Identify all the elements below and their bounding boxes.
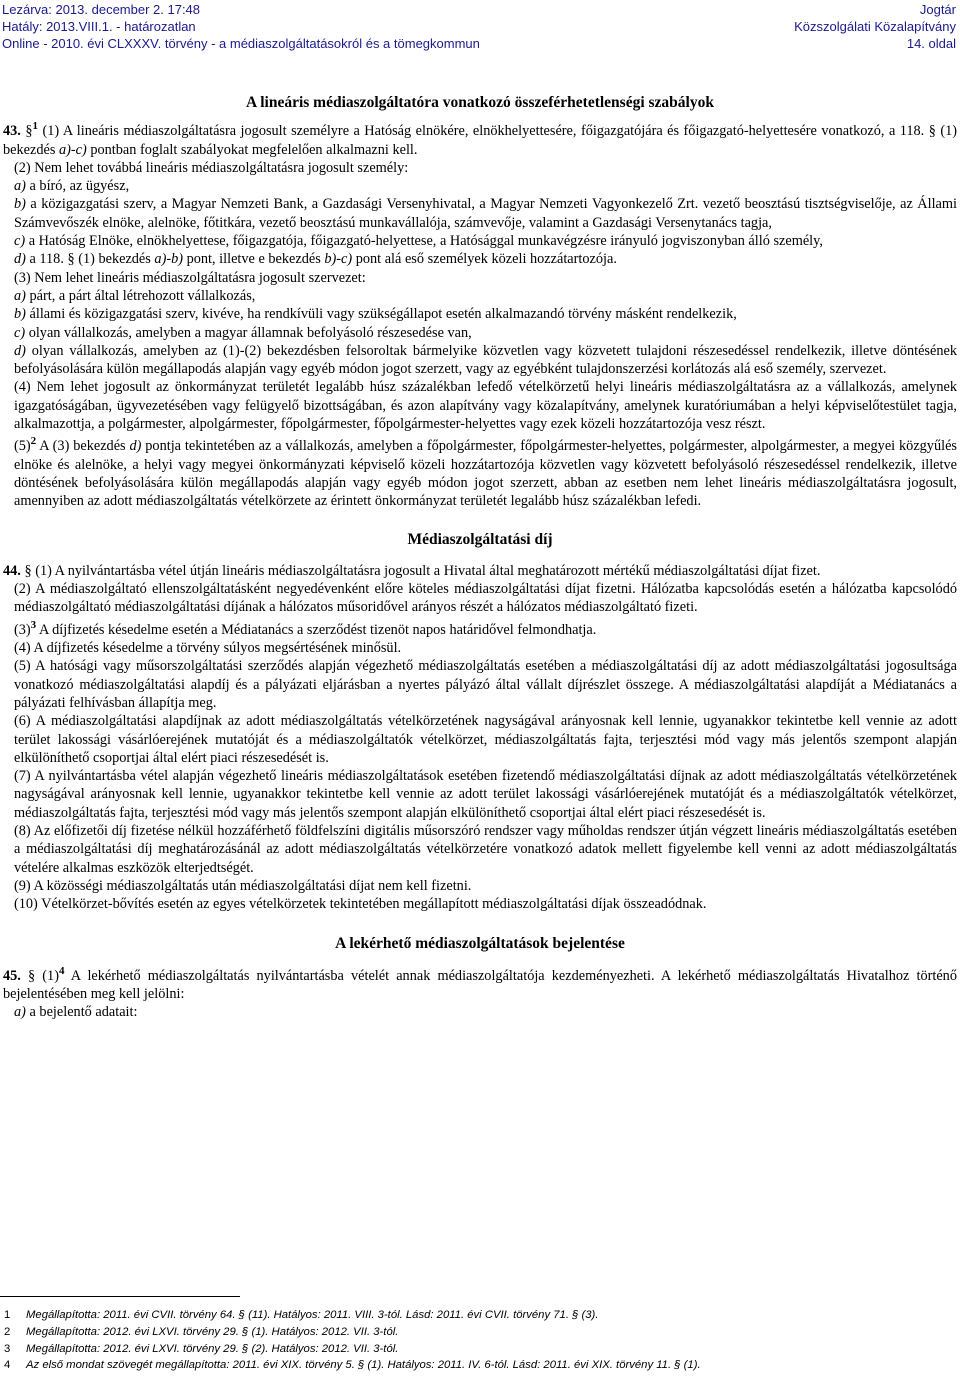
footnote-ref[interactable]: 1 (32, 120, 38, 133)
section-sign: § (28, 967, 36, 984)
item-text: a közigazgatási szerv, a Magyar Nemzeti Bank, a Gazdasági Versenyhivatal, a Magyar Nemzeti Vagyonkezelő Zrt. vezető beosztású tisztségviselője, az Állami Számvevőszék elnöke, alelnöke, főtitkára, vezető beosztású munkavállalója, számvevője, valamint a Gazdasági Versenytanács tagja, (14, 196, 958, 231)
header-right (794, 1, 956, 52)
footnote-item (0, 1357, 960, 1374)
page-number: 14. oldal (906, 36, 956, 51)
item-text: a 118. § (1) bekezdés (29, 251, 151, 268)
page-header (0, 0, 960, 56)
s44-para8: (8) Az előfizetői díj fizetése nélkül hozzáférhető földfelszíni digitális műsorszóró rendszer vagy műholdas rendszer útján végzett lineáris médiaszolgáltatás esetében a médiaszolgáltatási díj meghatározásánál az adott médiaszolgáltatás vételkörzetére vonatkozó adatok mellett figyelembe kell venni az adott médiaszolgáltatás vételére alkalmas eszközök elterjedtségét. (14, 822, 957, 876)
section-sign: § (25, 123, 33, 140)
footnote-item (0, 1307, 960, 1324)
item-letter: b) (14, 196, 26, 213)
source-name: Jogtár (919, 2, 956, 17)
s44-para1 (3, 562, 957, 580)
footnote-text: Megállapította: 2012. évi LXVI. törvény 29. § (2). Hatályos: 2012. VII. 3-tól. (26, 1342, 399, 1355)
footnote-text: Az első mondat szövegét megállapította: 2011. évi XIX. törvény 5. § (1). Hatályos: 2011. IV. 6-tól. Lásd: 2011. évi XIX. törvény 11. § (1). (26, 1359, 701, 1372)
paragraph-text: A (3) bekezdés (39, 438, 126, 455)
s44-para9: (9) A közösségi médiaszolgáltatás után médiaszolgáltatási díjat nem kell fizetni. (14, 877, 472, 894)
item-letter: a) (14, 287, 26, 304)
list-item (3, 287, 957, 305)
header-left (2, 1, 480, 52)
section-number: 45. (3, 967, 21, 984)
section-sign: § (24, 562, 32, 579)
section-heading-fee: Médiaszolgáltatási díj (407, 530, 553, 548)
s44-para7: (7) A nyilvántartásba vétel alapján végezhető lineáris médiaszolgáltatások esetében fizetendő médiaszolgáltatási díjnak az adott médiaszolgáltatás vételkörzetének nagyságával arányosnak kell lennie, ugyanakkor tekintetbe kell vennie az adott terület lakossági vásárlóerejének mutatóját és a médiaszolgáltatók vételkörzet, médiaszolgáltatás fajta, terjesztési mód vagy más jelentős szempont alapján elkülöníthető csoportjai által elért piaci részesedését is. (14, 768, 957, 821)
footnote-ref[interactable]: 2 (30, 435, 37, 448)
item-text: olyan vállalkozás, amelyben a magyar államnak befolyásoló részesedése van, (28, 324, 472, 341)
section-number: 43. (3, 123, 21, 140)
footnotes (0, 1296, 960, 1374)
paragraph-text: A lekérhető médiaszolgáltatás nyilvántartásba vételét annak médiaszolgáltatója kezdeményezheti. A lekérhető médiaszolgáltatás Hivatalhoz történő bejelentésében meg kell jelölni: (3, 967, 957, 1003)
paragraph-text: pontban foglalt szabályokat megfelelően alkalmazni kell. (90, 141, 418, 158)
item-letter: c) (14, 324, 26, 341)
item-letter: a) (14, 178, 26, 195)
footnote-number: 1 (4, 1309, 11, 1321)
list-item (3, 232, 957, 250)
para-number: (5) (14, 438, 31, 455)
footnote-ref[interactable]: 3 (30, 618, 37, 631)
italic-ref: b)-c) (324, 251, 353, 268)
list-item (3, 195, 957, 232)
s43-para4: (4) Nem lehet jogosult az önkormányzat területét legalább húsz százalékban lefedő vételkörzetű helyi lineáris médiaszolgáltatásra az a vállalkozás, amelynek igazgatóságában, ügyvezetésében vagy felügyelő bizottságában, és azon alapítvány vagy közalapítvány, amelynek kuratóriumában a helyi képviselőtestület tagja, alkalmazottja, a polgármester, alpolgármester, főpolgármester, főpolgármester-helyettes vagy ezek közeli hozzátartozója vesz részt. (14, 379, 957, 433)
paragraph-text: A díjfizetés késedelme esetén a Médiatanács a szerződést tizenöt napos határidővel felmondhatja. (38, 621, 597, 638)
item-text: pont, illetve e bekezdés (186, 251, 321, 268)
item-letter: c) (14, 233, 26, 250)
paragraph-text: (1) A nyilvántartásba vétel útján lineáris médiaszolgáltatásra jogosult a Hivatal által meghatározott mértékű médiaszolgáltatási díjat fizet. (35, 562, 821, 579)
s44-para6: (6) A médiaszolgáltatási alapdíjnak az adott médiaszolgáltatás vételkörzetének nagyságával arányosnak kell lennie, ugyanakkor tekintetbe kell vennie az adott terület lakossági vásárlóerejének mutatóját és a médiaszolgáltatók vételkörzet, médiaszolgáltatás fajta, terjesztési mód vagy más jelentős szempont alapján elkülöníthető csoportjai által elért piaci részesedését is. (14, 713, 957, 766)
item-text: állami és közigazgatási szerv, kivéve, ha rendkívüli vagy szükségállapot esetén alkalmazandó törvény másként rendelkezik, (29, 306, 737, 323)
item-text: a bíró, az ügyész, (29, 178, 130, 195)
document-body (3, 94, 957, 1022)
list-item (3, 177, 957, 195)
list-item (3, 305, 957, 323)
s45-para1 (3, 967, 957, 1004)
footnote-divider (0, 1296, 240, 1297)
s44-para10: (10) Vételkörzet-bővítés esetén az egyes vételkörzetek tekintetében megállapított médiaszolgáltatási díjak összeadódnak. (14, 896, 707, 913)
item-text: pont alá eső személyek közeli hozzátartozója. (355, 251, 617, 268)
s43-para3-intro: (3) Nem lehet lineáris médiaszolgáltatásra jogosult szervezet: (14, 269, 366, 286)
italic-ref: a)-c) (58, 141, 87, 158)
paragraph-text: pontja tekintetében az a vállalkozás, amelyben a főpolgármester, főpolgármester-helyettes, polgármester, alpolgármester, a megyei közgyűlés elnöke és alelnöke, a helyi vagy megyei önkormányzati képviselő közeli hozzátartozója közvetlen vagy közvetett befolyásoló részesedéssel rendelkezik, illetve döntésének befolyásolására külön megállapodás alapján vagy egyéb módon jogot szerzett, abban az esetben nem lehet lineáris médiaszolgáltatásra jogosult, amennyiben az adott médiaszolgáltatás vételkörzete az érintett önkormányzat területét legalább húsz százalékban lefedi. (14, 438, 957, 510)
section-number: 44. (3, 562, 21, 579)
italic-ref: d) (129, 438, 142, 455)
section-heading-compatibility: A lineáris médiaszolgáltatóra vonatkozó összeférhetetlenségi szabályok (246, 94, 714, 111)
s43-para5 (3, 437, 957, 510)
item-text: a Hatóság Elnöke, elnökhelyettese, főigazgatója, főigazgató-helyettese, a Hatósággal munkavégzésre irányuló jogviszonyban álló személy, (28, 233, 823, 250)
effective-date: Hatály: 2013.VIII.1. - határozatlan (2, 19, 196, 34)
s44-para5: (5) A hatósági vagy műsorszolgáltatási szerződés alapján végezhető médiaszolgáltatás esetében a médiaszolgáltatási díj az adott médiaszolgáltatási jogosultsága vonatkozó médiaszolgáltatási alapdíj és a pályázati eljárásban a nyertes pályázó által vállalt díjrészlet összege. A médiaszolgáltatási alapdíját a Médiatanács a pályázati felhívásban állapítja meg. (14, 658, 957, 711)
list-item (3, 324, 957, 342)
item-letter: d) (14, 342, 26, 359)
item-letter: a) (14, 1004, 26, 1021)
list-item (3, 1003, 957, 1021)
footnote-text: Megállapította: 2011. évi CVII. törvény 64. § (11). Hatályos: 2011. VIII. 3-tól. Lásd: 2011. évi CVII. törvény 71. § (3). (26, 1309, 599, 1321)
para-number: (3) (14, 621, 31, 638)
publisher-name: Közszolgálati Közalapítvány (794, 19, 956, 34)
footnote-text: Megállapította: 2012. évi LXVI. törvény 29. § (1). Hatályos: 2012. VII. 3-tól. (26, 1325, 399, 1338)
paragraph-text: (1) A lineáris médiaszolgáltatásra jogosult személyre a Hatóság elnökére, elnökhelyettesére, főigazgatójára és főigazgató-helyettesére vonatkozó, a 118. § (1) bekezdés (3, 123, 958, 158)
section-heading-on-demand: A lekérhető médiaszolgáltatások bejelentése (335, 935, 625, 953)
item-letter: b) (14, 306, 26, 323)
list-item (3, 250, 957, 268)
s44-para2: (2) A médiaszolgáltató ellenszolgáltatásként negyedévenként előre köteles médiaszolgáltatási díjat fizetni. Hálózatba kapcsolódás esetén a hálózatba kapcsolódó médiaszolgáltató médiaszolgáltatási díjának a hálózatos műsoridővel arányos részét a hálózatos médiaszolgáltató fizeti. (14, 581, 957, 616)
item-letter: d) (14, 251, 26, 268)
law-title: Online - 2010. évi CLXXXV. törvény - a médiaszolgáltatásokról és a tömegkommun (2, 36, 480, 51)
item-text: párt, a párt által létrehozott vállalkozás, (29, 287, 256, 304)
item-text: a bejelentő adatait: (29, 1004, 138, 1021)
s44-para3 (3, 618, 957, 639)
s43-para1 (3, 122, 957, 159)
footnote-number: 3 (4, 1342, 11, 1355)
s43-para2-intro: (2) Nem lehet továbbá lineáris médiaszolgáltatásra jogosult személy: (14, 159, 409, 176)
footnote-number: 4 (4, 1359, 11, 1372)
footnote-item (0, 1324, 960, 1341)
footnote-number: 2 (4, 1325, 11, 1338)
footnote-item (0, 1341, 960, 1358)
italic-ref: a)-b) (154, 251, 184, 268)
para-number: (1) (42, 967, 59, 984)
s44-para4: (4) A díjfizetés késedelme a törvény súlyos megsértésének minősül. (14, 640, 402, 657)
item-text: olyan vállalkozás, amelyben az (1)-(2) bekezdésben felsoroltak bármelyike közvetlen vagy közvetett tulajdoni részesedéssel rendelkezik, illetve döntésének befolyásolására külön megállapodás alapján vagy egyéb módon jogot szerzett, vagy az egyébként tulajdonszerzési korlátozás alá eső személy, szervezet. (14, 342, 957, 378)
closing-date: Lezárva: 2013. december 2. 17:48 (2, 2, 201, 17)
footnote-ref[interactable]: 4 (58, 965, 65, 977)
list-item (3, 342, 957, 379)
